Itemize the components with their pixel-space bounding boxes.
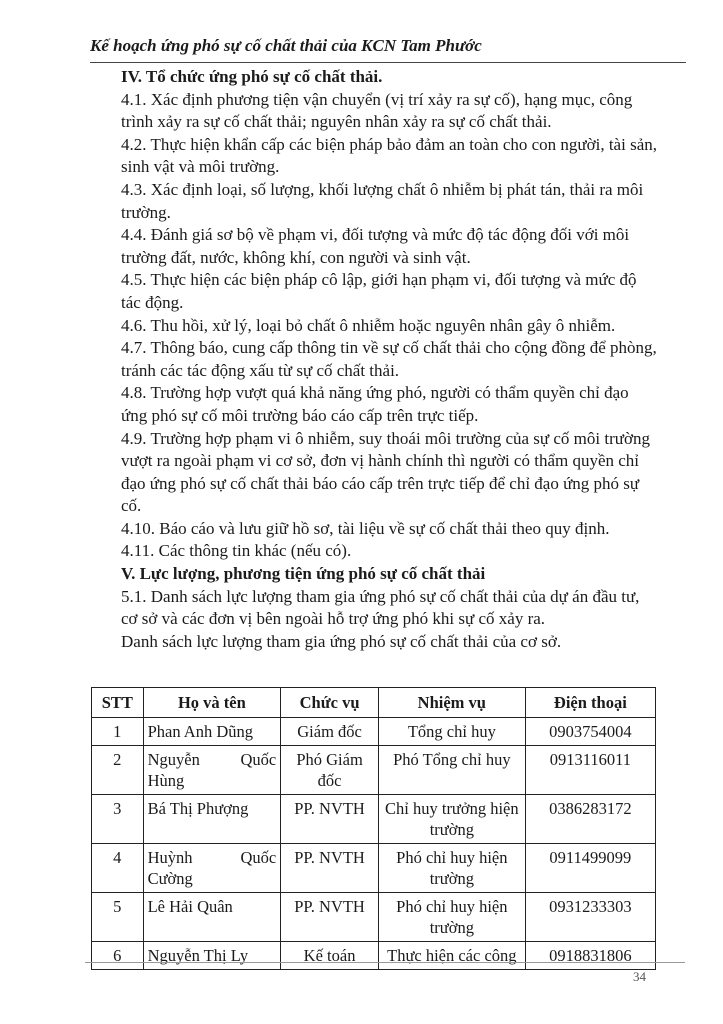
row-stt: 1 (92, 718, 144, 746)
item-4-2: 4.2. Thực hiện khẩn cấp các biện pháp bảo đảm an toàn cho con người, tài sản, sinh vật và môi trường. (121, 134, 657, 177)
table-row (92, 942, 656, 970)
table-row (92, 746, 656, 795)
table-row (92, 718, 656, 746)
row-position: PP. NVTH (281, 844, 379, 893)
document-body (121, 66, 658, 653)
item-4-1: 4.1. Xác định phương tiện vận chuyển (vị trí xảy ra sự cố), hạng mục, công trình xảy ra sự cố chất thải; nguyên nhân xảy ra sự cố chất thải. (121, 89, 633, 132)
row-task: Tổng chỉ huy (378, 718, 525, 746)
row-task: Phó Tổng chỉ huy (378, 746, 525, 795)
row-stt: 2 (92, 746, 144, 795)
header-phone: Điện thoại (525, 688, 655, 718)
header-divider (90, 62, 686, 63)
item-5-1: 5.1. Danh sách lực lượng tham gia ứng phó sự cố chất thải của dự án đầu tư, cơ sở và các đơn vị bên ngoài hỗ trợ ứng phó khi sự cố xảy ra. (121, 586, 640, 629)
row-phone: 0903754004 (525, 718, 655, 746)
item-4-4: 4.4. Đánh giá sơ bộ về phạm vi, đối tượng và mức độ tác động đối với môi trường đất, nước, không khí, con người và sinh vật. (121, 225, 630, 267)
row-task: Phó chỉ huy hiện trường (378, 844, 525, 893)
row-stt: 5 (92, 893, 144, 942)
table-row (92, 844, 656, 893)
row-position: PP. NVTH (281, 893, 379, 942)
footer-divider (85, 962, 685, 963)
section-4-heading: IV. Tổ chức ứng phó sự cố chất thải. (121, 67, 383, 86)
row-stt: 3 (92, 795, 144, 844)
item-4-10: 4.10. Báo cáo và lưu giữ hồ sơ, tài liệu về sự cố chất thải theo quy định. (121, 518, 610, 538)
row-phone: 0911499099 (525, 844, 655, 893)
document-header: Kế hoạch ứng phó sự cố chất thải của KCN Tam Phước (90, 36, 482, 55)
staff-list-intro: Danh sách lực lượng tham gia ứng phó sự cố chất thải của cơ sở. (121, 631, 562, 651)
row-stt: 4 (92, 844, 144, 893)
staff-table (91, 687, 656, 970)
table-row (92, 893, 656, 942)
row-position: Giám đốc (281, 718, 379, 746)
row-position: Phó Giám đốc (281, 746, 379, 795)
header-task: Nhiệm vụ (378, 688, 525, 718)
row-name: Huỳnh Quốc Cường (143, 844, 281, 893)
item-4-9: 4.9. Trường hợp phạm vi ô nhiễm, suy thoái môi trường của sự cố môi trường vượt ra ngoài phạm vi cơ sở, đơn vị hành chính thì người có thẩm quyền chỉ đạo ứng phó sự cố chất thải báo cáo cấp trên trực tiếp để chỉ đạo ứng phó sự cố. (121, 428, 650, 516)
header-name: Họ và tên (143, 688, 281, 718)
row-phone: 0386283172 (525, 795, 655, 844)
row-task: Chỉ huy trưởng hiện trường (378, 795, 525, 844)
row-name: Phan Anh Dũng (143, 718, 281, 746)
row-name: Bá Thị Phượng (143, 795, 281, 844)
item-4-11: 4.11. Các thông tin khác (nếu có). (121, 541, 352, 561)
table-row (92, 795, 656, 844)
row-name: Lê Hải Quân (143, 893, 281, 942)
row-name: Nguyễn Quốc Hùng (143, 746, 281, 795)
item-4-3: 4.3. Xác định loại, số lượng, khối lượng chất ô nhiễm bị phát tán, thải ra môi trường. (121, 179, 644, 222)
item-4-8: 4.8. Trường hợp vượt quá khả năng ứng phó, người có thẩm quyền chỉ đạo ứng phó sự cố môi trường báo cáo cấp trên trực tiếp. (121, 383, 629, 425)
item-4-5: 4.5. Thực hiện các biện pháp cô lập, giới hạn phạm vi, đối tượng và mức độ tác động. (121, 270, 637, 312)
row-phone: 0913116011 (525, 746, 655, 795)
row-name: Nguyễn Thị Ly (143, 942, 281, 970)
row-position: PP. NVTH (281, 795, 379, 844)
row-task: Thực hiện các công (378, 942, 525, 970)
header-position: Chức vụ (281, 688, 379, 718)
header-stt: STT (92, 688, 144, 718)
table-header-row (92, 688, 656, 718)
row-position: Kế toán (281, 942, 379, 970)
item-4-6: 4.6. Thu hồi, xử lý, loại bỏ chất ô nhiễm hoặc nguyên nhân gây ô nhiễm. (121, 315, 616, 335)
row-phone: 0918831806 (525, 942, 655, 970)
row-phone: 0931233303 (525, 893, 655, 942)
item-4-7: 4.7. Thông báo, cung cấp thông tin về sự cố chất thải cho cộng đồng để phòng, tránh các tác động xấu từ sự cố chất thải. (121, 338, 657, 380)
page-number: 34 (633, 969, 646, 984)
row-stt: 6 (92, 942, 144, 970)
row-task: Phó chỉ huy hiện trường (378, 893, 525, 942)
section-5-heading: V. Lực lượng, phương tiện ứng phó sự cố chất thải (121, 564, 486, 584)
